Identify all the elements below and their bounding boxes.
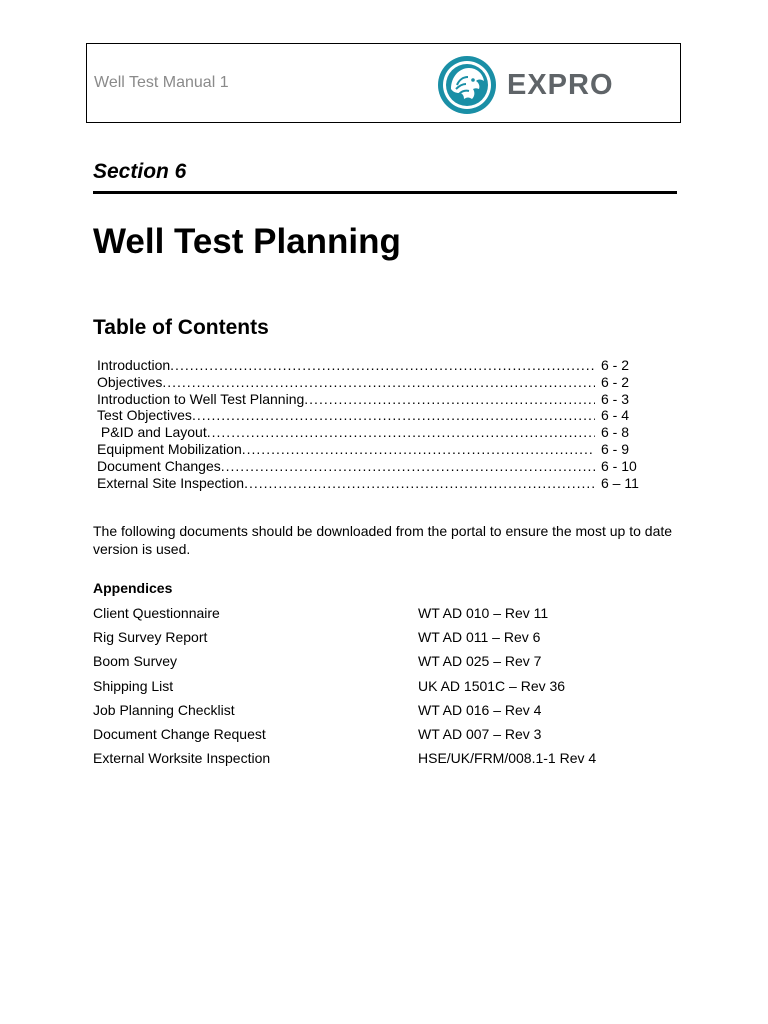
appendix-ref: WT AD 007 – Rev 3: [418, 725, 542, 742]
download-note: The following documents should be downloaded from the portal to ensure the most up to date version is used.: [93, 523, 673, 557]
toc-entry-label: Introduction to Well Test Planning: [97, 390, 305, 407]
section-label: Section 6: [93, 160, 187, 183]
list-item: [93, 702, 683, 726]
toc-entry-page: 6 - 10: [601, 457, 637, 474]
toc-entry: [97, 424, 649, 441]
toc-entry-label: Introduction: [97, 357, 171, 373]
page-header: [86, 43, 681, 123]
toc-leader: [207, 424, 595, 441]
appendix-ref: WT AD 025 – Rev 7: [418, 653, 542, 670]
toc-leader: [242, 441, 595, 458]
appendices-list: [93, 605, 683, 774]
appendix-name: Document Change Request: [93, 725, 266, 742]
list-item: [93, 605, 683, 629]
toc-entry: [97, 458, 649, 475]
toc-leader: [170, 357, 595, 374]
toc-entry-page: 6 - 2: [601, 357, 630, 373]
list-item: [93, 678, 683, 702]
toc-entry-page: 6 - 2: [601, 373, 630, 390]
toc-entry-label: Objectives: [97, 373, 163, 390]
appendices-heading: Appendices: [93, 580, 173, 596]
appendix-name: Shipping List: [93, 677, 174, 694]
appendix-name: Rig Survey Report: [93, 629, 208, 646]
toc-entry-page: 6 - 8: [601, 424, 630, 441]
toc-entry-page: 6 – 11: [601, 474, 639, 491]
appendix-ref: WT AD 016 – Rev 4: [418, 701, 542, 718]
section-divider: [93, 191, 677, 194]
appendix-name: Boom Survey: [93, 653, 178, 670]
appendix-ref: UK AD 1501C – Rev 36: [418, 677, 566, 694]
appendix-name: Job Planning Checklist: [93, 701, 235, 718]
appendix-name: Client Questionnaire: [93, 605, 220, 621]
logo-wordmark: EXPRO: [507, 68, 614, 101]
toc-leader: [162, 374, 595, 391]
expro-logo: [437, 55, 614, 115]
table-of-contents: [97, 357, 649, 491]
toc-leader: [221, 458, 595, 475]
toc-entry: [97, 475, 649, 492]
list-item: [93, 750, 683, 774]
manual-title: Well Test Manual 1: [94, 74, 229, 91]
appendix-ref: WT AD 010 – Rev 11: [418, 605, 549, 621]
toc-entry-label: Test Objectives: [97, 407, 192, 424]
toc-leader: [244, 475, 595, 492]
toc-entry: [97, 374, 649, 391]
toc-leader: [192, 407, 595, 424]
toc-heading: Table of Contents: [93, 316, 269, 339]
list-item: [93, 629, 683, 653]
toc-entry-label: External Site Inspection: [97, 474, 245, 491]
toc-entry-page: 6 - 9: [601, 440, 630, 457]
appendix-ref: HSE/UK/FRM/008.1-1 Rev 4: [418, 750, 597, 767]
toc-entry-label: P&ID and Layout: [97, 424, 207, 441]
list-item: [93, 726, 683, 750]
toc-entry-page: 6 - 4: [601, 407, 630, 424]
page-title: Well Test Planning: [93, 222, 401, 261]
toc-entry: [97, 407, 649, 424]
lion-head-icon: [437, 55, 497, 115]
toc-entry-page: 6 - 3: [601, 390, 630, 407]
list-item: [93, 653, 683, 677]
toc-entry: [97, 391, 649, 408]
toc-entry: [97, 357, 649, 374]
toc-entry: [97, 441, 649, 458]
appendix-ref: WT AD 011 – Rev 6: [418, 629, 541, 646]
toc-entry-label: Document Changes: [97, 457, 221, 474]
toc-entry-label: Equipment Mobilization: [97, 440, 242, 457]
toc-leader: [304, 391, 595, 408]
appendix-name: External Worksite Inspection: [93, 750, 271, 767]
